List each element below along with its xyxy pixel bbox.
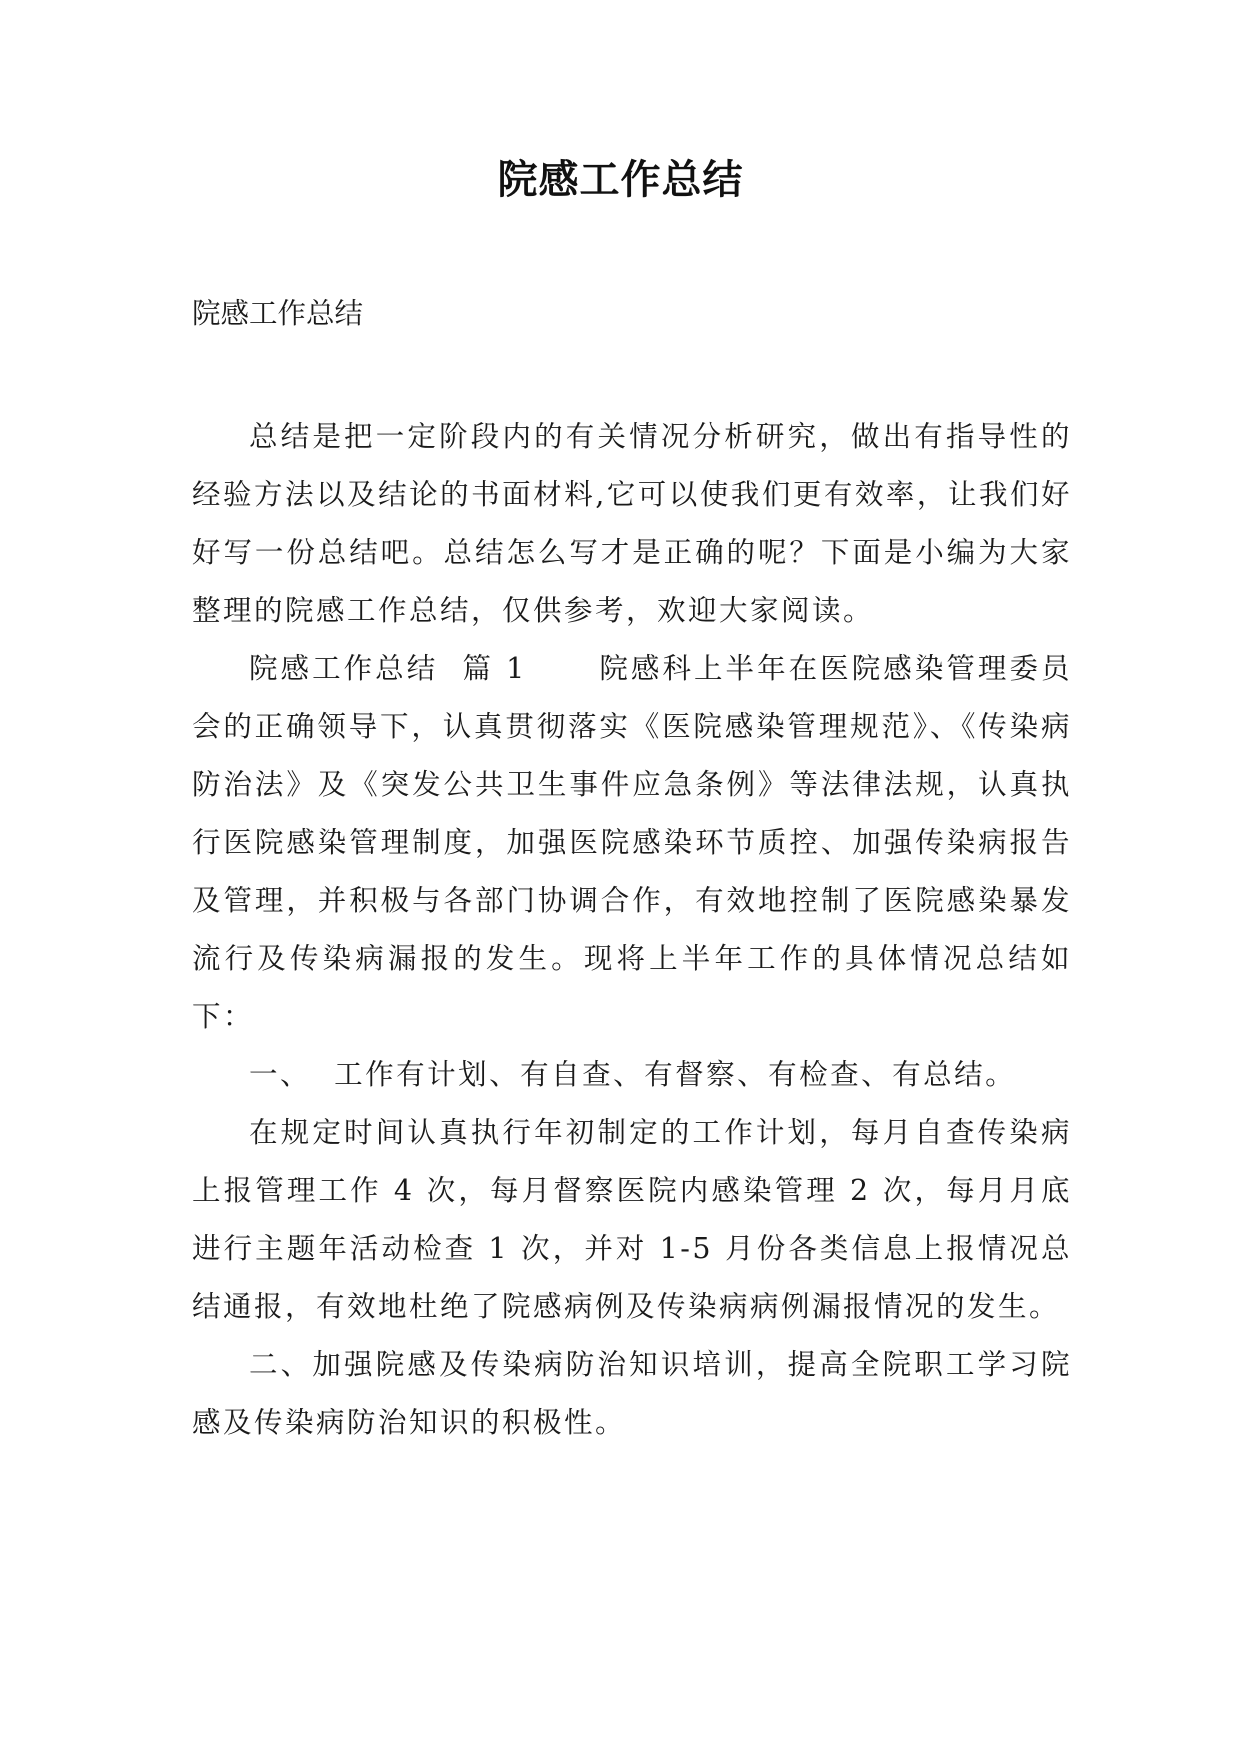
document-subtitle: 院感工作总结 [192, 297, 364, 330]
document-title: 院感工作总结 [497, 157, 744, 203]
paragraph-heading-2: 二、加强院感及传染病防治知识培训，提高全院职工学习院感及传染病防治知识的积极性。 [192, 1348, 1072, 1439]
paragraph-section-1-intro: 院感工作总结 篇 1 院感科上半年在医院感染管理委员会的正确领导下，认真贯彻落实《医院感染管理规范》、《传染病防治法》及《突发公共卫生事件应急条例》等法律法规，认真执行医院感染管理制度，加强医院感染环节质控、加强传染病报告及管理，并积极与各部门协调合作，有效地控制了医院感染暴发流行及传染病漏报的发生。现将上半年工作的具体情况总结如下： [192, 652, 1072, 1033]
paragraph-heading-1: 一、 工作有计划、有自查、有督察、有检查、有总结。 [249, 1058, 1017, 1091]
paragraph-section-1-detail: 在规定时间认真执行年初制定的工作计划，每月自查传染病上报管理工作 4 次，每月督察医院内感染管理 2 次，每月月底进行主题年活动检查 1 次，并对 1-5 月份各类信息上报情况总结通报，有效地杜绝了院感病例及传染病病例漏报情况的发生。 [192, 1116, 1072, 1323]
paragraph-intro: 总结是把一定阶段内的有关情况分析研究，做出有指导性的经验方法以及结论的书面材料,它可以使我们更有效率，让我们好好写一份总结吧。总结怎么写才是正确的呢？下面是小编为大家整理的院感工作总结，仅供参考，欢迎大家阅读。 [192, 420, 1072, 627]
document-body [192, 408, 1072, 1452]
